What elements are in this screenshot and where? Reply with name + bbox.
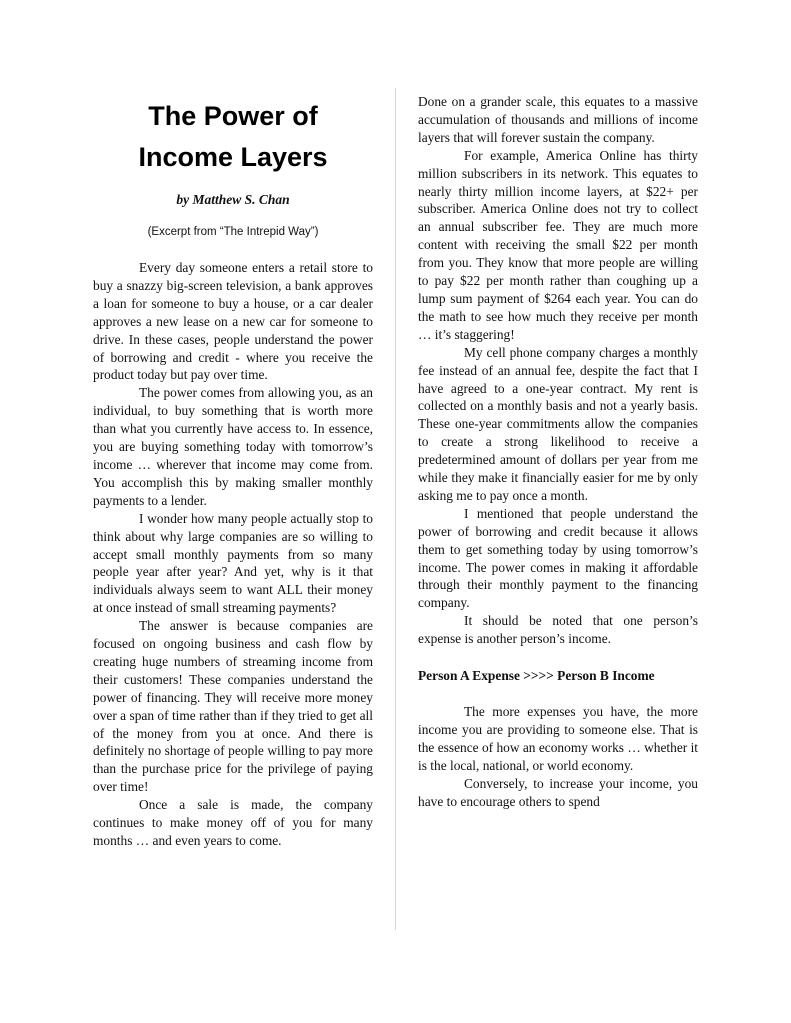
body-paragraph: It should be noted that one person’s expense is another person’s income. (418, 613, 698, 647)
title-line-1: The Power of (148, 101, 318, 131)
body-paragraph: Done on a grander scale, this equates to a massive accumulation of thousands and millions of income layers that will forever sustain the company. (418, 94, 698, 145)
body-paragraph: The more expenses you have, the more income you are providing to someone else. That is the essence of how an economy works … whether it is the local, national, or world economy. (418, 704, 699, 773)
left-column (93, 259, 373, 850)
excerpt-note: (Excerpt from “The Intrepid Way”) (147, 226, 319, 238)
article-title (93, 96, 373, 178)
author-byline: by Matthew S. Chan (176, 192, 290, 207)
body-paragraph: Every day someone enters a retail store to buy a snazzy big-screen television, a bank approves a loan for someone to buy a house, or a car dealer approves a new lease on a new car for someone to drive. In these cases, people understand the power of borrowing and credit - where you receive the product today but pay over time. (93, 260, 373, 383)
body-paragraph: Conversely, to increase your income, you have to encourage others to spend (418, 775, 698, 809)
body-paragraph: The answer is because companies are focused on ongoing business and cash flow by creating huge numbers of streaming income from their customers! These companies understand the power of financing. They will receive more money over a span of time rather than if they tried to get all of the money from you at once. And there is definitely no shortage of people willing to pay more than the purchase price for the privilege of paying over time! (93, 618, 373, 795)
section-heading: Person A Expense >>>> Person B Income (418, 668, 655, 684)
right-column (418, 93, 698, 810)
body-paragraph: The power comes from allowing you, as an individual, to buy something that is worth more than what you currently have access to. In essence, you are buying something today with tomorrow’s income … wherever that income may come from. You accomplish this by making smaller monthly payments to a lender. (93, 385, 373, 508)
body-paragraph: My cell phone company charges a monthly fee instead of an annual fee, despite the fact that I have agreed to a one-year contract. My rent is collected on a monthly basis and not a yearly basis. These one-year commitments allow the companies to create a strong likelihood to receive a predetermined amount of dollars per year from me while they make it financially easier for me by only asking me to pay once a month. (418, 344, 698, 503)
body-paragraph: Once a sale is made, the company continues to make money off of you for many months … and even years to come. (93, 797, 373, 848)
body-paragraph: I wonder how many people actually stop to think about why large companies are so willing to accept small monthly payments from so many people year after year? And yet, why is it that individuals always seem to want ALL their money at once instead of small streaming payments? (93, 510, 373, 616)
title-line-2: Income Layers (138, 142, 328, 172)
body-paragraph: For example, America Online has thirty million subscribers in its network. This equates to nearly thirty million income layers, at $22+ per subscriber. America Online does not try to collect an annual subscriber fee. They are much more content with receiving the small $22 per month from you. They know that more people are willing to pay $22 per month rather than coughing up a lump sum payment of $264 each year. You can do the math to see how much they receive per month … it’s staggering! (418, 147, 698, 342)
column-divider (395, 88, 396, 930)
body-paragraph: I mentioned that people understand the power of borrowing and credit because it allows them to get something today by using tomorrow’s income. The power comes in making it affordable through their monthly payment to the financing company. (418, 505, 698, 611)
